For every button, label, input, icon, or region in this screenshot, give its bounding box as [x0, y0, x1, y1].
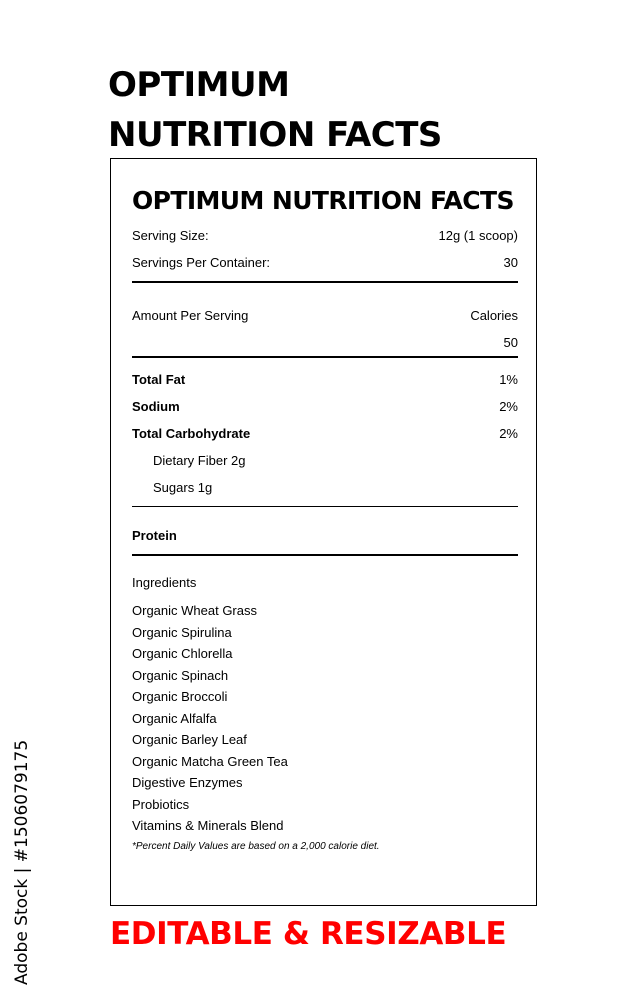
- serving-size-row: [132, 228, 518, 244]
- nutrient-value: 1%: [499, 372, 518, 387]
- amount-per-serving-label: Amount Per Serving: [132, 308, 249, 323]
- nutrient-name: Sugars 1g: [153, 480, 213, 495]
- divider-thin: [132, 506, 518, 507]
- ingredients-list: [132, 600, 288, 837]
- serving-size-value: 12g (1 scoop): [438, 228, 518, 243]
- editable-resizable-tagline: EDITABLE & RESIZABLE: [110, 916, 507, 952]
- divider-thick: [132, 554, 518, 556]
- ingredient-item: Organic Matcha Green Tea: [132, 753, 288, 769]
- label-title: OPTIMUM NUTRITION FACTS: [132, 186, 514, 215]
- nutrient-name: Sodium: [132, 399, 180, 414]
- headline: [108, 60, 442, 160]
- calories-value: 50: [503, 335, 518, 350]
- nutrition-label-panel: [110, 158, 537, 906]
- nutrient-row-total-fat: [132, 372, 518, 388]
- serving-size-label: Serving Size:: [132, 228, 209, 243]
- protein-label: Protein: [132, 528, 177, 543]
- headline-line-1: OPTIMUM: [108, 65, 290, 105]
- servings-per-container-label: Servings Per Container:: [132, 255, 271, 270]
- divider-thick: [132, 281, 518, 283]
- nutrient-row-total-carbohydrate: [132, 426, 518, 442]
- calories-value-row: [132, 335, 518, 351]
- nutrient-name: Total Carbohydrate: [132, 426, 251, 441]
- ingredient-item: Organic Wheat Grass: [132, 603, 257, 618]
- ingredient-item: Organic Barley Leaf: [132, 732, 247, 747]
- ingredient-item: Vitamins & Minerals Blend: [132, 818, 284, 833]
- protein-row: [132, 528, 518, 544]
- ingredient-item: Organic Alfalfa: [132, 710, 217, 726]
- ingredient-item: Organic Chlorella: [132, 646, 233, 661]
- ingredient-item: Digestive Enzymes: [132, 775, 243, 790]
- ingredient-item: Organic Spirulina: [132, 624, 232, 640]
- ingredient-item: Organic Spinach: [132, 667, 229, 683]
- nutrient-name: Dietary Fiber 2g: [153, 453, 246, 468]
- headline-line-2: NUTRITION FACTS: [108, 115, 442, 155]
- servings-per-container-value: 30: [503, 255, 518, 270]
- divider-thick: [132, 356, 518, 358]
- amount-per-serving-row: [132, 308, 518, 324]
- nutrient-row-sodium: [132, 399, 518, 415]
- ingredient-item: Organic Broccoli: [132, 689, 228, 704]
- nutrient-name: Total Fat: [132, 372, 186, 387]
- calories-label: Calories: [470, 308, 518, 323]
- nutrient-row-dietary-fiber: [132, 453, 518, 469]
- nutrient-value: 2%: [499, 399, 518, 414]
- ingredients-heading: Ingredients: [132, 575, 197, 590]
- nutrient-row-sugars: [132, 480, 518, 496]
- ingredients-heading-row: [132, 575, 518, 591]
- servings-per-container-row: [132, 255, 518, 271]
- stock-id-watermark: Adobe Stock | #1506079175: [12, 739, 32, 985]
- nutrient-value: 2%: [499, 426, 518, 441]
- ingredient-item: Probiotics: [132, 796, 190, 812]
- daily-value-footnote: *Percent Daily Values are based on a 2,000 calorie diet.: [132, 841, 380, 852]
